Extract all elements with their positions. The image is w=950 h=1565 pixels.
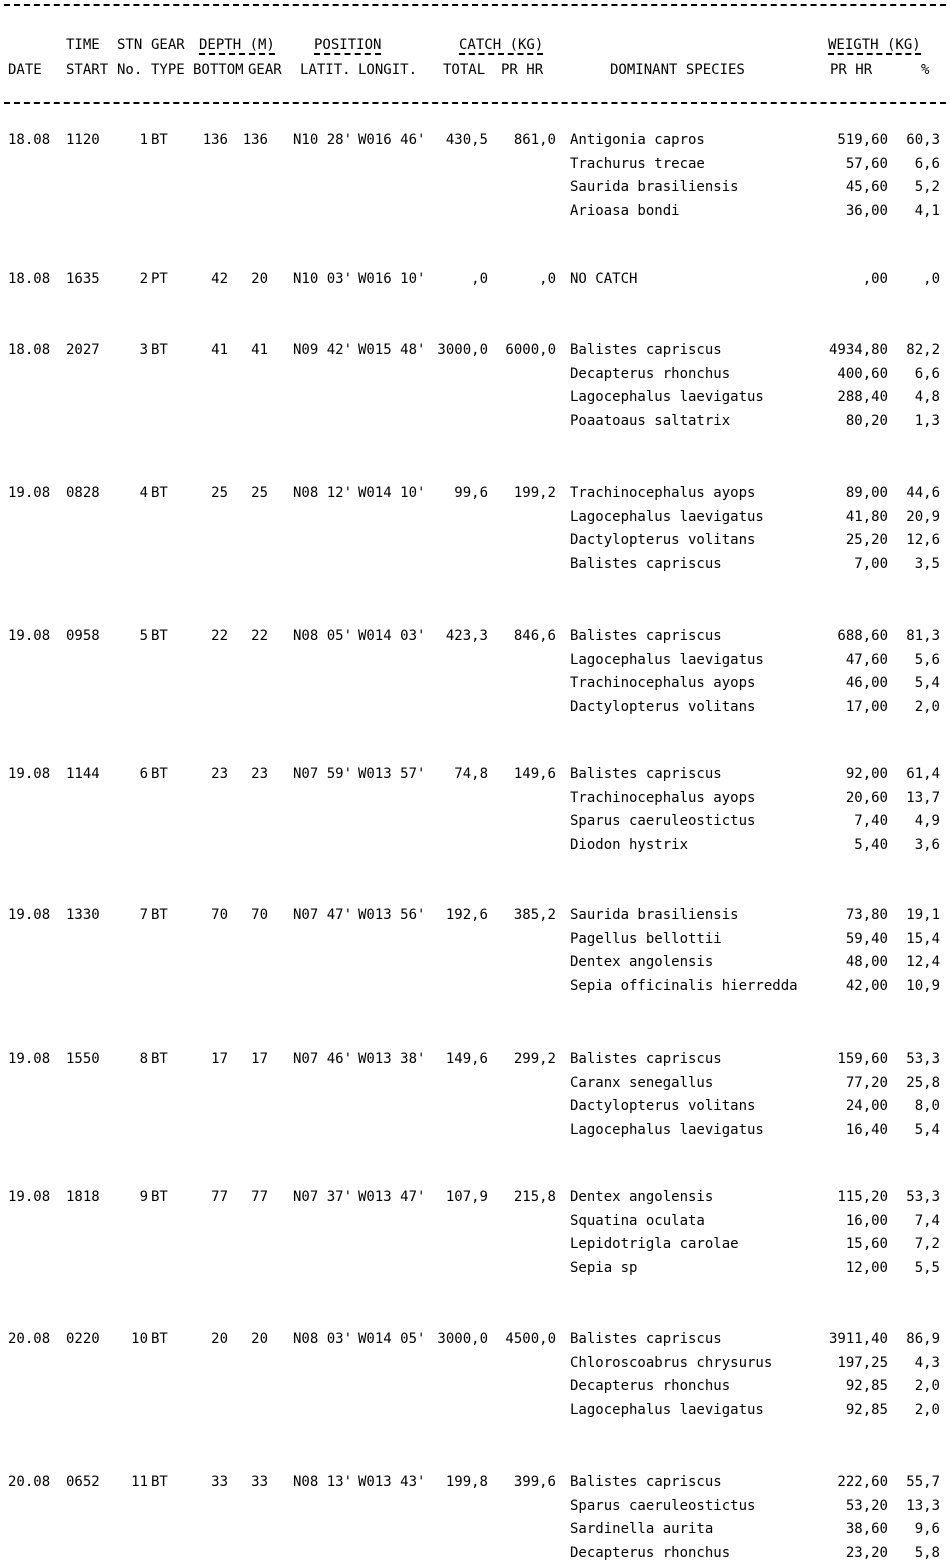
station-prhr: 4500,0 — [505, 1331, 556, 1347]
species-weight-prhr: 16,40 — [845, 1121, 888, 1138]
species-name: Lepidotrigla carolae — [570, 1236, 739, 1252]
station-gear: BT — [151, 628, 168, 644]
species-name: Sparus caeruleostictus — [570, 813, 756, 829]
station-depth-gear: 23 — [251, 766, 268, 782]
species-weight-prhr: 400,60 — [837, 365, 888, 382]
station-prhr: 6000,0 — [505, 342, 556, 358]
station-depth-gear: 22 — [251, 628, 268, 644]
species-weight-prhr: 92,85 — [845, 1378, 888, 1394]
species-weight-prhr: 38,60 — [845, 1521, 888, 1537]
station-time: 1120 — [66, 132, 100, 148]
station-depth-gear: 70 — [251, 907, 268, 923]
species-weight-pct: 9,6 — [914, 1521, 940, 1537]
station-lon: W014 10' — [358, 485, 426, 501]
species-name: Dentex angolensis — [570, 1189, 714, 1205]
species-weight-pct: 4,9 — [914, 813, 940, 829]
species-name: Trachinocephalus ayops — [570, 485, 756, 501]
station-total: 149,6 — [445, 1051, 488, 1067]
species-weight-pct: 5,8 — [914, 1544, 940, 1561]
header-depth-bottom: BOTTOM — [193, 62, 244, 78]
station-stn: 2 — [139, 271, 148, 287]
station-gear: BT — [151, 485, 168, 501]
station-total: 192,6 — [445, 907, 488, 923]
station-lon: W014 05' — [358, 1331, 426, 1347]
station-total: 430,5 — [445, 132, 488, 148]
top-dashed-rule — [4, 4, 946, 6]
station-depth-gear: 33 — [251, 1474, 268, 1490]
station-stn: 7 — [139, 907, 148, 923]
header-dashed-rule — [4, 102, 946, 104]
station-lat: N08 03' — [293, 1331, 353, 1347]
station-depth-bottom: 42 — [211, 271, 228, 287]
species-name: Sardinella aurita — [570, 1521, 714, 1537]
species-name: Dentex angolensis — [570, 954, 714, 970]
species-weight-pct: 8,0 — [914, 1098, 940, 1114]
species-name: Dactylopterus volitans — [570, 532, 756, 548]
station-total: 423,3 — [445, 628, 488, 644]
species-weight-prhr: 688,60 — [837, 628, 888, 644]
species-weight-prhr: 15,60 — [845, 1236, 888, 1252]
station-depth-gear: 17 — [251, 1051, 268, 1067]
station-gear: BT — [151, 1189, 168, 1205]
species-name: Lagocephalus laevigatus — [570, 389, 764, 405]
species-weight-pct: 6,6 — [914, 365, 940, 382]
header-dominant-species: DOMINANT SPECIES — [610, 62, 745, 78]
species-weight-prhr: 519,60 — [837, 132, 888, 148]
species-name: Decapterus rhonchus — [570, 365, 731, 382]
species-weight-pct: 60,3 — [906, 132, 940, 148]
station-stn: 10 — [131, 1331, 148, 1347]
species-weight-pct: 82,2 — [906, 342, 940, 358]
species-weight-prhr: 222,60 — [837, 1474, 888, 1490]
header-catch-total: TOTAL — [443, 62, 486, 78]
station-gear: BT — [151, 907, 168, 923]
species-weight-pct: 61,4 — [906, 766, 940, 782]
header-position-group: POSITION — [314, 37, 382, 53]
species-name: Arioasa bondi — [570, 202, 680, 219]
species-weight-pct: 5,6 — [914, 651, 940, 668]
species-weight-prhr: 23,20 — [845, 1544, 888, 1561]
species-weight-prhr: 48,00 — [845, 954, 888, 970]
species-weight-pct: 13,3 — [906, 1497, 940, 1514]
species-weight-prhr: 24,00 — [845, 1098, 888, 1114]
station-gear: BT — [151, 1051, 168, 1067]
species-weight-prhr: 47,60 — [845, 651, 888, 668]
species-weight-pct: 12,6 — [906, 532, 940, 548]
species-weight-pct: 7,4 — [914, 1212, 940, 1229]
species-weight-pct: 13,7 — [906, 789, 940, 806]
species-name: Squatina oculata — [570, 1212, 705, 1229]
station-stn: 1 — [139, 132, 148, 148]
species-weight-pct: 86,9 — [906, 1331, 940, 1347]
station-depth-gear: 25 — [251, 485, 268, 501]
species-weight-pct: 5,4 — [914, 1121, 940, 1138]
species-name: Diodon hystrix — [570, 836, 689, 853]
station-depth-gear: 41 — [251, 342, 268, 358]
species-weight-pct: 4,8 — [914, 389, 940, 405]
species-name: NO CATCH — [570, 271, 638, 287]
species-name: Trachurus trecae — [570, 155, 705, 172]
species-weight-prhr: 16,00 — [845, 1212, 888, 1229]
species-weight-pct: 5,4 — [914, 675, 940, 691]
station-prhr: 199,2 — [513, 485, 556, 501]
station-total: 74,8 — [454, 766, 488, 782]
station-date: 20.08 — [8, 1331, 51, 1347]
station-lat: N08 05' — [293, 628, 353, 644]
station-lon: W016 10' — [358, 271, 426, 287]
station-depth-bottom: 22 — [211, 628, 228, 644]
station-gear: BT — [151, 766, 168, 782]
station-prhr: 399,6 — [513, 1474, 556, 1490]
header-weight-prhr: PR HR — [830, 62, 873, 78]
species-name: Trachinocephalus ayops — [570, 789, 756, 806]
station-depth-bottom: 70 — [211, 907, 228, 923]
species-name: Sepia officinalis hierredda — [570, 977, 798, 994]
species-name: Chloroscoabrus chrysurus — [570, 1354, 773, 1371]
species-weight-prhr: 5,40 — [854, 836, 888, 853]
species-weight-pct: 6,6 — [914, 155, 940, 172]
station-date: 18.08 — [8, 132, 51, 148]
species-name: Sepia sp — [570, 1259, 638, 1276]
species-weight-pct: 12,4 — [906, 954, 940, 970]
station-depth-bottom: 136 — [202, 132, 228, 148]
station-lat: N10 03' — [293, 271, 353, 287]
species-name: Decapterus rhonchus — [570, 1544, 731, 1561]
species-name: Balistes capriscus — [570, 1331, 722, 1347]
station-stn: 4 — [139, 485, 148, 501]
station-stn: 3 — [139, 342, 148, 358]
header-weight-pct: % — [921, 62, 930, 78]
species-weight-prhr: 197,25 — [837, 1354, 888, 1371]
station-time: 0652 — [66, 1474, 100, 1490]
header-stn-no: No. — [117, 62, 143, 78]
species-weight-prhr: 3911,40 — [828, 1331, 888, 1347]
station-date: 19.08 — [8, 1051, 51, 1067]
species-weight-prhr: 46,00 — [845, 675, 888, 691]
station-date: 19.08 — [8, 766, 51, 782]
station-gear: PT — [151, 271, 168, 287]
station-lat: N07 46' — [293, 1051, 353, 1067]
station-depth-gear: 20 — [251, 271, 268, 287]
species-weight-prhr: 59,40 — [845, 930, 888, 947]
station-depth-bottom: 33 — [211, 1474, 228, 1490]
species-weight-pct: 81,3 — [906, 628, 940, 644]
station-stn: 8 — [139, 1051, 148, 1067]
species-weight-pct: 3,6 — [914, 836, 940, 853]
header-time-start: START — [66, 62, 109, 78]
station-prhr: 385,2 — [513, 907, 556, 923]
species-name: Lagocephalus laevigatus — [570, 651, 764, 668]
species-name: Saurida brasiliensis — [570, 907, 739, 923]
species-name: Dactylopterus volitans — [570, 698, 756, 715]
station-date: 19.08 — [8, 1189, 51, 1205]
species-name: Lagocephalus laevigatus — [570, 1121, 764, 1138]
species-name: Saurida brasiliensis — [570, 179, 739, 195]
species-weight-prhr: 7,40 — [854, 813, 888, 829]
header-date: DATE — [8, 62, 42, 78]
species-weight-pct: 20,9 — [906, 508, 940, 525]
station-stn: 5 — [139, 628, 148, 644]
station-lon: W014 03' — [358, 628, 426, 644]
station-gear: BT — [151, 1331, 168, 1347]
species-name: Dactylopterus volitans — [570, 1098, 756, 1114]
station-prhr: 215,8 — [513, 1189, 556, 1205]
species-name: Antigonia capros — [570, 132, 705, 148]
station-lat: N09 42' — [293, 342, 353, 358]
species-weight-pct: 53,3 — [906, 1051, 940, 1067]
station-time: 1818 — [66, 1189, 100, 1205]
station-lon: W016 46' — [358, 132, 426, 148]
species-weight-prhr: 89,00 — [845, 485, 888, 501]
species-weight-prhr: 159,60 — [837, 1051, 888, 1067]
station-lon: W013 56' — [358, 907, 426, 923]
species-weight-prhr: 73,80 — [845, 907, 888, 923]
species-weight-prhr: 77,20 — [845, 1074, 888, 1091]
header-stn-top: STN — [117, 37, 143, 53]
species-name: Balistes capriscus — [570, 342, 722, 358]
species-weight-prhr: 53,20 — [845, 1497, 888, 1514]
station-stn: 6 — [139, 766, 148, 782]
species-weight-prhr: 17,00 — [845, 698, 888, 715]
station-lon: W015 48' — [358, 342, 426, 358]
header-gear-type: TYPE — [151, 62, 185, 78]
station-depth-bottom: 17 — [211, 1051, 228, 1067]
station-depth-bottom: 41 — [211, 342, 228, 358]
station-time: 2027 — [66, 342, 100, 358]
station-depth-gear: 77 — [251, 1189, 268, 1205]
station-lon: W013 43' — [358, 1474, 426, 1490]
species-weight-pct: 4,3 — [914, 1354, 940, 1371]
species-weight-prhr: 115,20 — [837, 1189, 888, 1205]
station-prhr: 299,2 — [513, 1051, 556, 1067]
species-weight-pct: 5,5 — [914, 1259, 940, 1276]
station-lat: N07 47' — [293, 907, 353, 923]
species-weight-prhr: 20,60 — [845, 789, 888, 806]
station-lat: N08 12' — [293, 485, 353, 501]
station-date: 19.08 — [8, 907, 51, 923]
station-lon: W013 57' — [358, 766, 426, 782]
species-weight-pct: 7,2 — [914, 1236, 940, 1252]
station-total: 3000,0 — [437, 342, 488, 358]
header-catch-group: CATCH (KG) — [459, 37, 544, 53]
station-gear: BT — [151, 342, 168, 358]
species-name: Caranx senegallus — [570, 1074, 714, 1091]
species-weight-prhr: 288,40 — [837, 389, 888, 405]
station-gear: BT — [151, 1474, 168, 1490]
station-prhr: 149,6 — [513, 766, 556, 782]
header-time-top: TIME — [66, 37, 100, 53]
species-weight-prhr: 7,00 — [854, 555, 888, 572]
species-weight-pct: 2,0 — [914, 698, 940, 715]
station-lat: N10 28' — [293, 132, 353, 148]
species-weight-prhr: 80,20 — [845, 412, 888, 429]
species-weight-prhr: 45,60 — [845, 179, 888, 195]
species-weight-prhr: ,00 — [862, 271, 888, 287]
header-catch-prhr: PR HR — [501, 62, 544, 78]
station-prhr: 861,0 — [513, 132, 556, 148]
species-weight-pct: 10,9 — [906, 977, 940, 994]
header-longit: LONGIT. — [358, 62, 418, 78]
station-stn: 9 — [139, 1189, 148, 1205]
species-weight-pct: 25,8 — [906, 1074, 940, 1091]
species-name: Decapterus rhonchus — [570, 1378, 731, 1394]
station-lat: N07 37' — [293, 1189, 353, 1205]
station-total: 3000,0 — [437, 1331, 488, 1347]
species-weight-pct: 4,1 — [914, 202, 940, 219]
species-weight-prhr: 41,80 — [845, 508, 888, 525]
species-weight-prhr: 12,00 — [845, 1259, 888, 1276]
species-weight-pct: 3,5 — [914, 555, 940, 572]
station-lat: N07 59' — [293, 766, 353, 782]
station-depth-gear: 136 — [242, 132, 268, 148]
station-total: 199,8 — [445, 1474, 488, 1490]
station-date: 19.08 — [8, 628, 51, 644]
header-gear-top: GEAR — [151, 37, 185, 53]
header-latit: LATIT. — [300, 62, 351, 78]
species-name: Balistes capriscus — [570, 766, 722, 782]
station-depth-gear: 20 — [251, 1331, 268, 1347]
species-name: Sparus caeruleostictus — [570, 1497, 756, 1514]
header-weight-group: WEIGTH (KG) — [828, 37, 921, 53]
station-total: 99,6 — [454, 485, 488, 501]
species-name: Balistes capriscus — [570, 1051, 722, 1067]
station-prhr: 846,6 — [513, 628, 556, 644]
species-name: Poaatoaus saltatrix — [570, 412, 731, 429]
station-lat: N08 13' — [293, 1474, 353, 1490]
station-date: 18.08 — [8, 342, 51, 358]
species-name: Balistes capriscus — [570, 1474, 722, 1490]
species-name: Balistes capriscus — [570, 628, 722, 644]
station-total: ,0 — [471, 271, 488, 287]
species-name: Lagocephalus laevigatus — [570, 508, 764, 525]
station-depth-bottom: 25 — [211, 485, 228, 501]
species-weight-prhr: 92,85 — [845, 1401, 888, 1418]
species-weight-pct: 15,4 — [906, 930, 940, 947]
station-lon: W013 47' — [358, 1189, 426, 1205]
station-lon: W013 38' — [358, 1051, 426, 1067]
station-depth-bottom: 77 — [211, 1189, 228, 1205]
species-weight-prhr: 57,60 — [845, 155, 888, 172]
species-weight-pct: 53,3 — [906, 1189, 940, 1205]
station-depth-bottom: 23 — [211, 766, 228, 782]
species-weight-pct: 19,1 — [906, 907, 940, 923]
species-weight-pct: ,0 — [923, 271, 940, 287]
station-stn: 11 — [131, 1474, 148, 1490]
header-depth-group: DEPTH (M) — [199, 37, 275, 53]
station-time: 1330 — [66, 907, 100, 923]
species-weight-pct: 1,3 — [914, 412, 940, 429]
species-name: Trachinocephalus ayops — [570, 675, 756, 691]
station-time: 0220 — [66, 1331, 100, 1347]
species-name: Balistes capriscus — [570, 555, 722, 572]
species-weight-prhr: 4934,80 — [828, 342, 888, 358]
species-weight-pct: 44,6 — [906, 485, 940, 501]
station-depth-bottom: 20 — [211, 1331, 228, 1347]
species-name: Pagellus bellottii — [570, 930, 722, 947]
station-time: 0828 — [66, 485, 100, 501]
species-weight-pct: 2,0 — [914, 1378, 940, 1394]
station-total: 107,9 — [445, 1189, 488, 1205]
station-time: 1635 — [66, 271, 100, 287]
species-weight-prhr: 42,00 — [845, 977, 888, 994]
species-weight-pct: 2,0 — [914, 1401, 940, 1418]
station-date: 20.08 — [8, 1474, 51, 1490]
station-prhr: ,0 — [539, 271, 556, 287]
station-time: 1144 — [66, 766, 100, 782]
station-time: 0958 — [66, 628, 100, 644]
station-date: 19.08 — [8, 485, 51, 501]
species-weight-pct: 5,2 — [914, 179, 940, 195]
station-gear: BT — [151, 132, 168, 148]
species-weight-prhr: 25,20 — [845, 532, 888, 548]
station-date: 18.08 — [8, 271, 51, 287]
species-weight-pct: 55,7 — [906, 1474, 940, 1490]
station-time: 1550 — [66, 1051, 100, 1067]
header-depth-gear: GEAR — [248, 62, 282, 78]
species-name: Lagocephalus laevigatus — [570, 1401, 764, 1418]
species-weight-prhr: 92,00 — [845, 766, 888, 782]
species-weight-prhr: 36,00 — [845, 202, 888, 219]
